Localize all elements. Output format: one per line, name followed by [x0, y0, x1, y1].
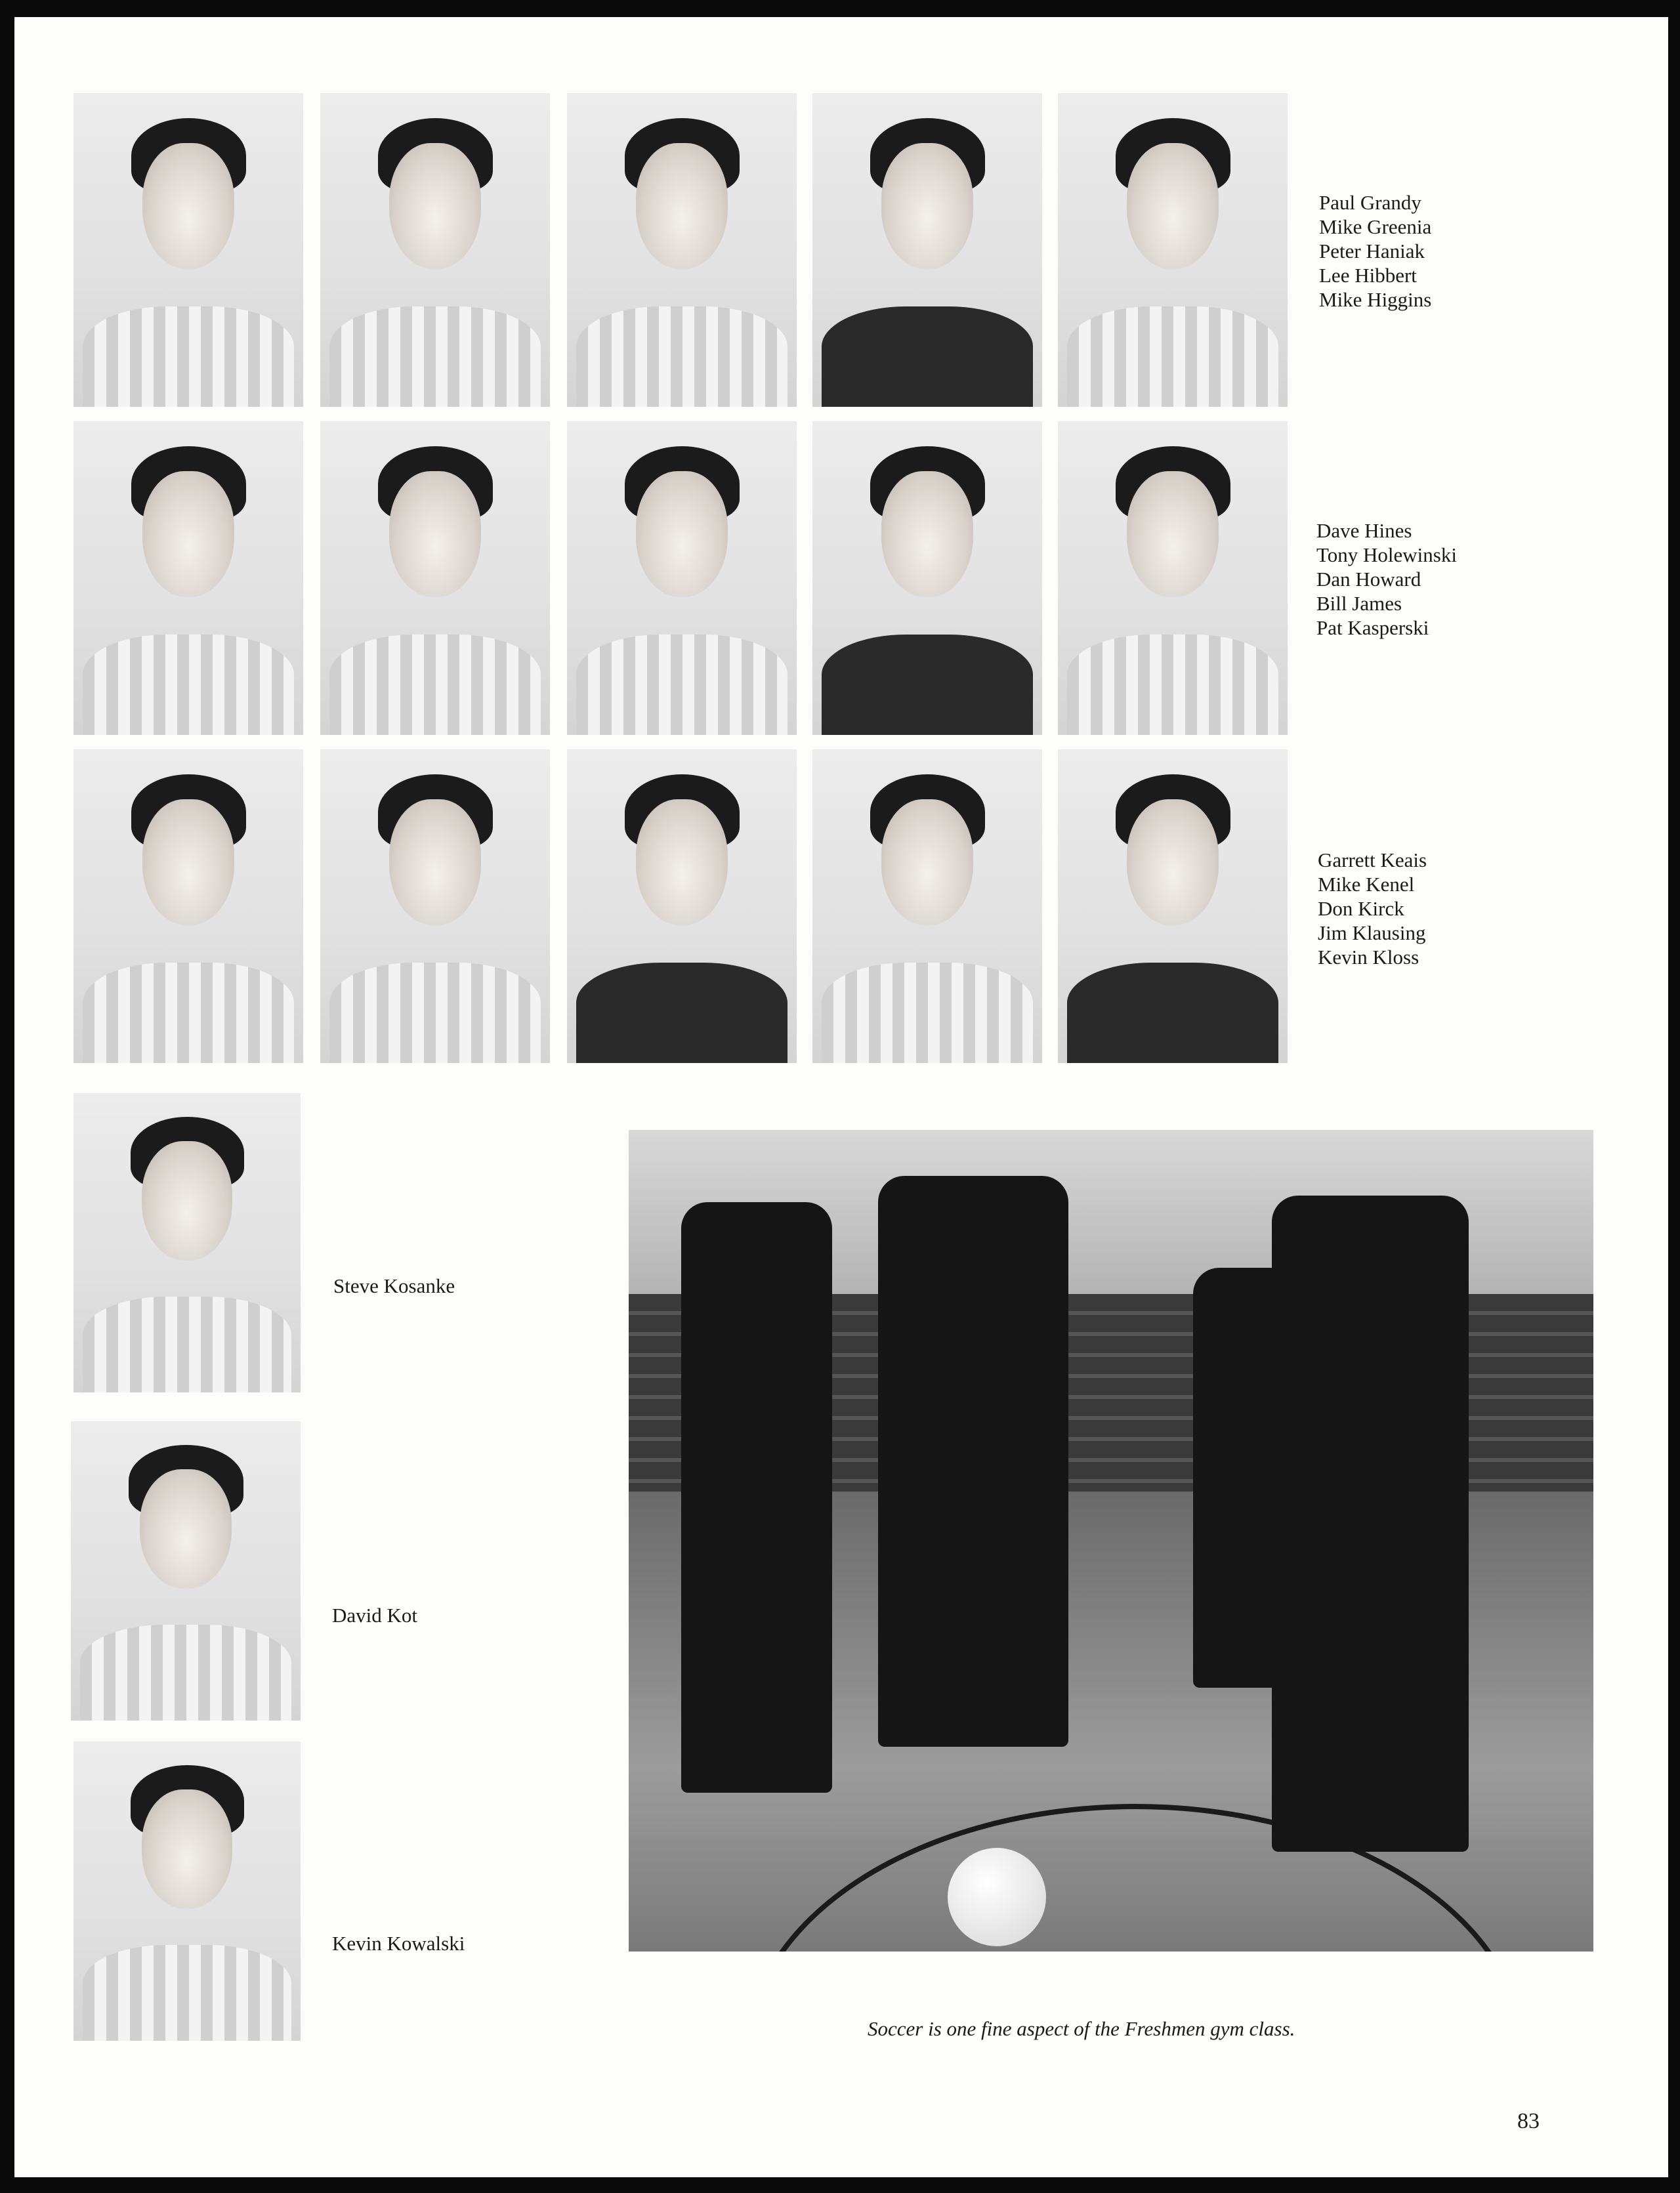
yearbook-page: [14, 17, 1668, 2177]
portrait-photo: [71, 1421, 301, 1721]
student-name: Dan Howard: [1316, 568, 1421, 591]
portrait-photo: [1058, 749, 1288, 1063]
student-name: David Kot: [332, 1604, 418, 1627]
player-figure: [681, 1202, 832, 1793]
photo-caption: Soccer is one fine aspect of the Freshmen gym class.: [868, 2017, 1295, 2040]
portrait-photo: [74, 1093, 301, 1392]
soccer-ball: [948, 1848, 1046, 1946]
student-name: Jim Klausing: [1318, 921, 1426, 944]
student-name: Dave Hines: [1316, 519, 1412, 542]
coach-figure: [878, 1176, 1068, 1747]
portrait-photo: [1058, 93, 1288, 407]
portrait-photo: [74, 421, 303, 735]
student-name: Pat Kasperski: [1316, 616, 1429, 639]
portrait-photo: [812, 749, 1042, 1063]
student-name: Lee Hibbert: [1319, 264, 1417, 287]
portrait-photo: [812, 93, 1042, 407]
gym-class-soccer-photo: [629, 1130, 1593, 1952]
student-name: Paul Grandy: [1319, 191, 1421, 214]
portrait-photo: [567, 421, 797, 735]
portrait-photo: [320, 93, 550, 407]
name-list-row-3: [1318, 848, 1427, 969]
student-name: Bill James: [1316, 592, 1402, 615]
portrait-photo: [567, 749, 797, 1063]
portrait-photo: [320, 749, 550, 1063]
player-figure: [1272, 1196, 1469, 1852]
portrait-photo: [74, 1742, 301, 2041]
student-name: Mike Greenia: [1319, 215, 1432, 238]
student-name: Garrett Keais: [1318, 848, 1427, 871]
page-number: 83: [1517, 2109, 1540, 2133]
student-name: Mike Higgins: [1319, 288, 1432, 311]
student-name: Steve Kosanke: [333, 1274, 455, 1297]
student-name: Don Kirck: [1318, 897, 1404, 920]
portrait-photo: [74, 93, 303, 407]
portrait-photo: [320, 421, 550, 735]
student-name: Mike Kenel: [1318, 873, 1415, 896]
student-name: Peter Haniak: [1319, 240, 1425, 262]
student-name: Kevin Kloss: [1318, 946, 1419, 969]
student-name: Tony Holewinski: [1316, 543, 1457, 566]
portrait-photo: [812, 421, 1042, 735]
student-name: Kevin Kowalski: [332, 1932, 465, 1955]
name-list-row-1: [1319, 190, 1431, 312]
portrait-photo: [1058, 421, 1288, 735]
portrait-photo: [74, 749, 303, 1063]
portrait-photo: [567, 93, 797, 407]
name-list-row-2: [1316, 518, 1457, 640]
